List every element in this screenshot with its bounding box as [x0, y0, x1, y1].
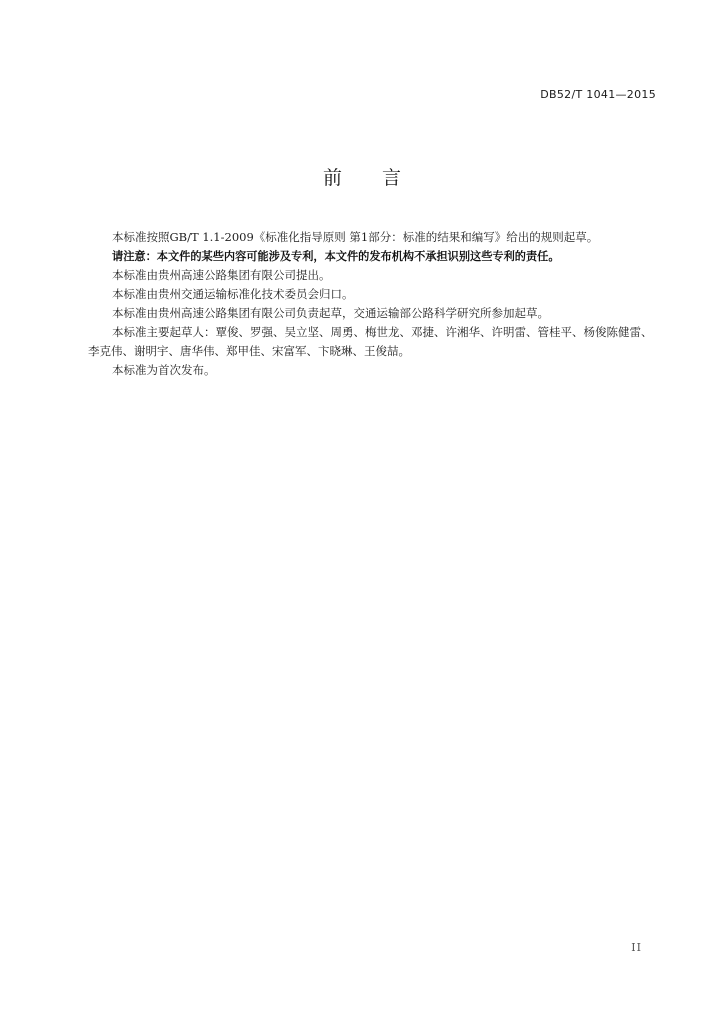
page-title	[0, 163, 724, 190]
title-char-2: 言	[382, 167, 402, 189]
page-number: II	[631, 941, 642, 954]
paragraph-centralized-unit: 本标准由贵州交通运输标准化技术委员会归口。	[112, 287, 354, 301]
title-char-1: 前	[322, 167, 342, 189]
paragraph-proposer: 本标准由贵州高速公路集团有限公司提出。	[112, 268, 331, 282]
paragraph-drafters: 本标准主要起草人：覃俊、罗强、吴立坚、周勇、梅世龙、邓捷、许湘华、许明雷、管桂平、杨俊陈健雷、李克伟、谢明宇、唐华伟、郑甲佳、宋富军、卞晓琳、王俊喆。	[88, 325, 653, 358]
foreword-body	[88, 228, 658, 380]
paragraph-drafting-units: 本标准由贵州高速公路集团有限公司负责起草，交通运输部公路科学研究所参加起草。	[112, 306, 549, 320]
standard-code: DB52/T 1041—2015	[540, 88, 656, 101]
paragraph-first-release: 本标准为首次发布。	[112, 363, 216, 377]
paragraph-drafting-rules: 本标准按照GB/T 1.1-2009《标准化指导原则 第1部分：标准的结果和编写》给出的规则起草。	[112, 230, 599, 244]
paragraph-patent-notice: 请注意：本文件的某些内容可能涉及专利，本文件的发布机构不承担识别这些专利的责任。	[112, 250, 560, 263]
